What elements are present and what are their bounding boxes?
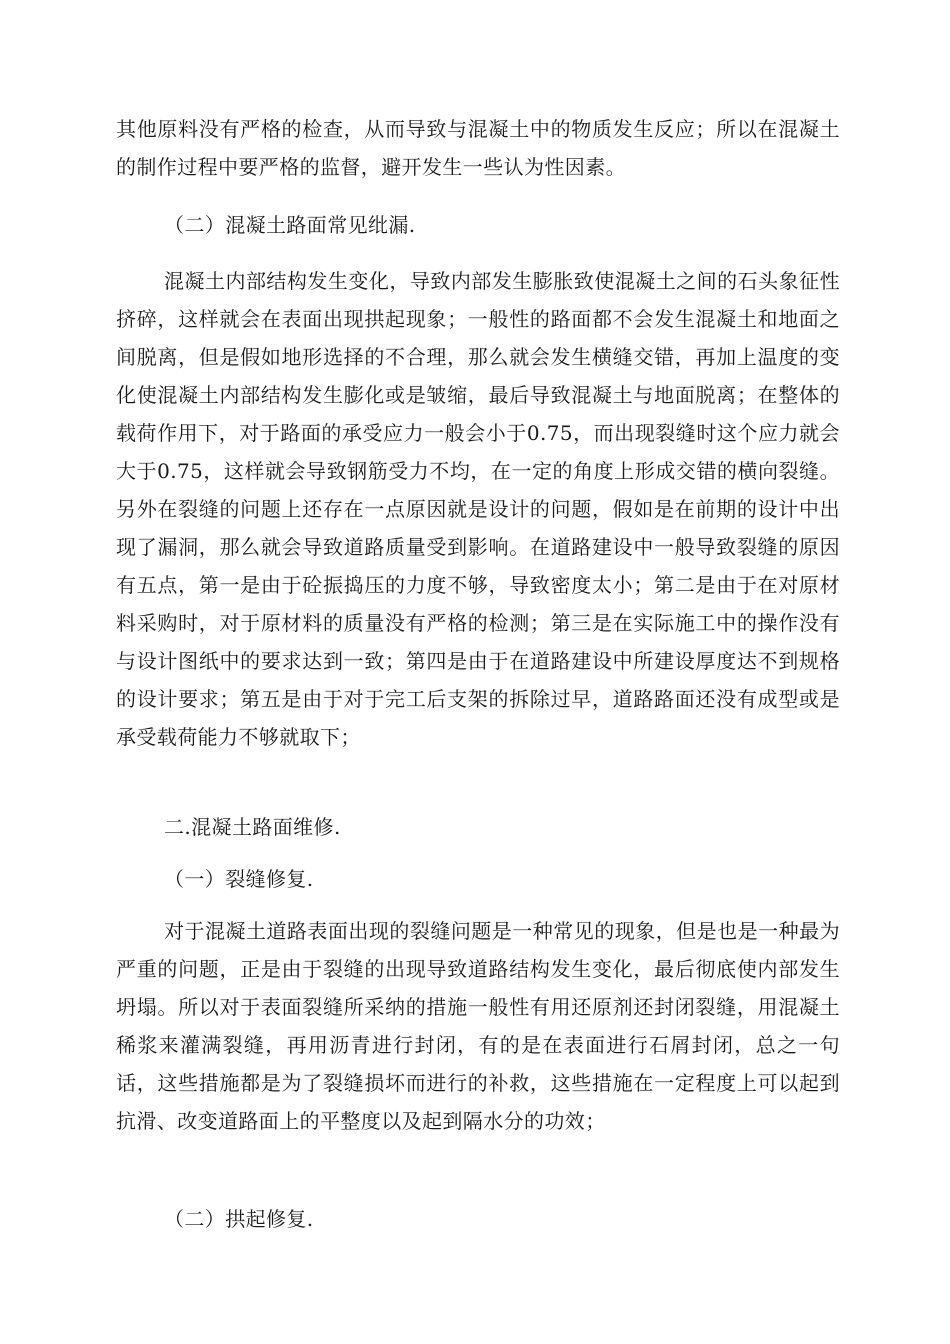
paragraph-continuation: 其他原料没有严格的检查，从而导致与混凝土中的物质发生反应；所以在混凝土的制作过程中要严格的监督，避开发生一些认为性因素。 [116,117,840,179]
section-heading-common-defects: （二）混凝土路面常见纰漏. [164,213,416,237]
paragraph-crack-repair-body: 对于混凝土道路表面出现的裂缝问题是一种常见的现象，但是也是一种最为严重的问题，正是由于裂缝的出现导致道路结构发生变化，最后彻底使内部发生坍塌。所以对于表面裂缝所采纳的措施一般性有用还原剂还封闭裂缝，用混凝土稀浆来灌满裂缝，再用沥青进行封闭，有的是在表面进行石屑封闭，总之一句话，这些措施都是为了裂缝损坏而进行的补救，这些措施在一定程度上可以起到抗滑、改变道路面上的平整度以及起到隔水分的功效； [116,919,840,1133]
paragraph-defects-body: 混凝土内部结构发生变化，导致内部发生膨胀致使混凝土之间的石头象征性挤碎，这样就会在表面出现拱起现象；一般性的路面都不会发生混凝土和地面之间脱离，但是假如地形选择的不合理，那么就会发生横缝交错，再加上温度的变化使混凝土内部结构发生膨化或是皱缩，最后导致混凝土与地面脱离；在整体的载荷作用下，对于路面的承受应力一般会小于0.75，而出现裂缝时这个应力就会大于0.75，这样就会导致钢筋受力不均，在一定的角度上形成交错的横向裂缝。另外在裂缝的问题上还存在一点原因就是设计的问题，假如是在前期的设计中出现了漏洞，那么就会导致道路质量受到影响。在道路建设中一般导致裂缝的原因有五点，第一是由于砼振捣压的力度不够，导致密度太小；第二是由于在对原材料采购时，对于原材料的质量没有严格的检测；第三是在实际施工中的操作没有与设计图纸中的要求达到一致；第四是由于在道路建设中所建设厚度达不到规格的设计要求；第五是由于对于完工后支架的拆除过早，道路路面还没有成型或是承受载荷能力不够就取下； [116,269,840,749]
section-heading-crack-repair: （一）裂缝修复. [164,867,314,891]
section-heading-repair: 二.混凝土路面维修. [164,815,341,839]
section-heading-arch-repair: （二）拱起修复. [164,1207,314,1231]
